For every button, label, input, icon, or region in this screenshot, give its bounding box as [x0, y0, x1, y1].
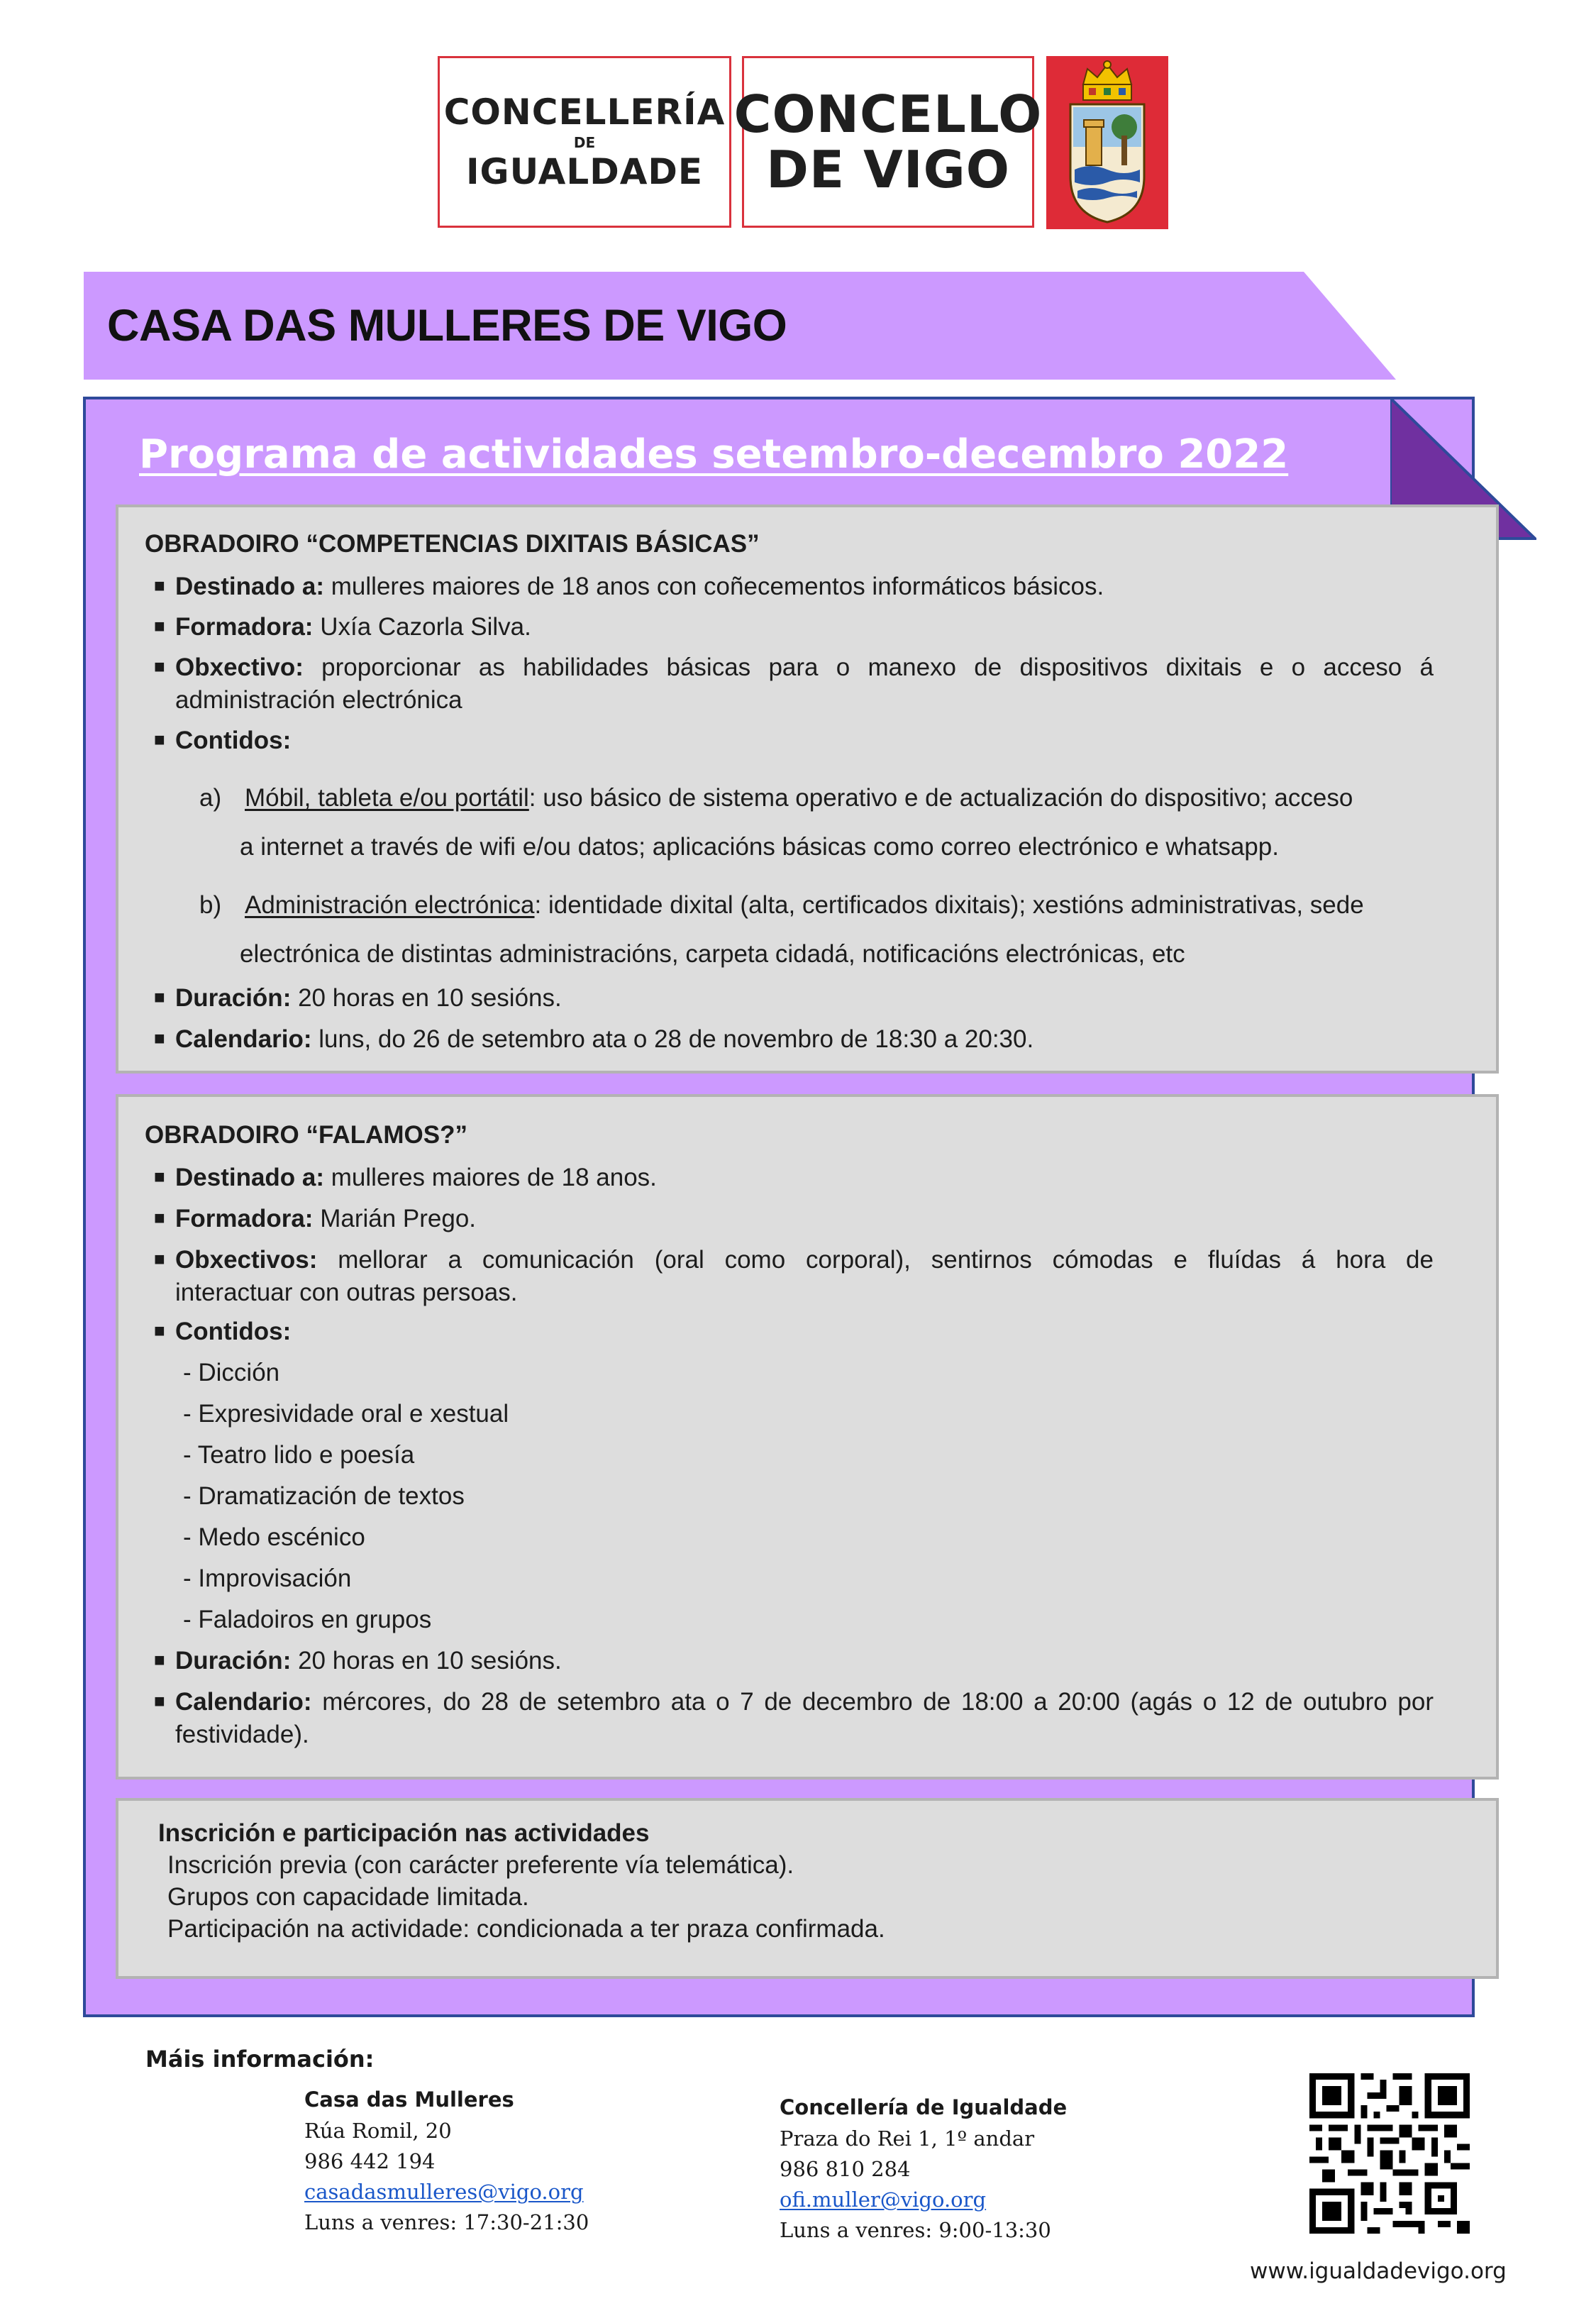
inscricion-title: Inscrición e participación nas actividades	[158, 1819, 650, 1847]
item-b-text: : identidade dixital (alta, certificados dixitais); xestións administrativas, sede	[534, 891, 1364, 919]
item-b-marker: b)	[199, 891, 222, 919]
inscricion-line: Grupos con capacidade limitada.	[167, 1883, 529, 1911]
field-label: Destinado a:	[175, 573, 325, 600]
item-a-text: : uso básico de sistema operativo e de actualización do dispositivo; acceso	[528, 784, 1353, 812]
casa-phone: 986 442 194	[304, 2149, 436, 2173]
item-a-marker: a)	[199, 784, 222, 812]
destinado-row	[175, 574, 1104, 599]
bullet-icon: ■	[154, 1690, 165, 1711]
contidos-item: - Dicción	[183, 1359, 280, 1386]
item-b-continuation: electrónica de distintas administracións, carpeta cidadá, notificacións electrónicas, etc	[240, 940, 1185, 968]
concelleria-hours: Luns a venres: 9:00-13:30	[780, 2218, 1051, 2242]
concelleria-address: Praza do Rei 1, 1º andar	[780, 2126, 1035, 2151]
workshop-title: OBRADOIRO “COMPETENCIAS DIXITAIS BÁSICAS”	[145, 530, 760, 558]
field-value: luns, do 26 de setembro ata o 28 de novembro de 18:30 a 20:30.	[311, 1025, 1034, 1053]
obxectivos-continuation: interactuar con outras persoas.	[175, 1279, 518, 1306]
field-value: Uxía Cazorla Silva.	[320, 613, 531, 641]
vigo-coat-of-arms-icon	[1046, 56, 1168, 229]
casa-hours: Luns a venres: 17:30-21:30	[304, 2210, 589, 2234]
inscricion-line: Inscrición previa (con carácter preferente vía telemática).	[167, 1851, 794, 1879]
bullet-icon: ■	[154, 1207, 165, 1228]
field-label: Obxectivo:	[175, 653, 304, 681]
bullet-icon: ■	[154, 575, 165, 596]
item-a-line	[245, 785, 1353, 810]
contidos-item: - Teatro lido e poesía	[183, 1441, 415, 1469]
item-b-title: Administración electrónica	[245, 891, 535, 919]
field-value: mellorar a comunicación (oral como corporal), sentirnos cómodas e fluídas á hora de	[338, 1246, 1434, 1274]
calendario-continuation: festividade).	[175, 1721, 309, 1748]
destinado-row	[175, 1165, 657, 1190]
logo-text-line: IGUALDADE	[465, 151, 704, 192]
field-label: Contidos:	[175, 1318, 292, 1345]
bullet-icon: ■	[154, 1320, 165, 1341]
field-label: Calendario:	[175, 1025, 312, 1053]
field-label: Formadora:	[175, 1205, 314, 1232]
field-label: Calendario:	[175, 1688, 312, 1716]
field-value: Marián Prego.	[320, 1205, 477, 1232]
formadora-row	[175, 1206, 476, 1231]
bullet-icon: ■	[154, 1649, 165, 1670]
contidos-label	[175, 1319, 291, 1344]
concelleria-name: Concellería de Igualdade	[780, 2095, 1068, 2119]
contidos-label	[175, 728, 291, 753]
calendario-row	[175, 1689, 1434, 1714]
website-link[interactable]: www.igualdadevigo.org	[1250, 2258, 1507, 2284]
casa-address: Rúa Romil, 20	[304, 2119, 452, 2143]
field-value: mulleres maiores de 18 anos.	[331, 1164, 657, 1191]
concelleria-phone: 986 810 284	[780, 2157, 911, 2181]
calendario-row	[175, 1027, 1033, 1052]
casa-name: Casa das Mulleres	[304, 2087, 514, 2112]
field-label: Obxectivos:	[175, 1246, 318, 1274]
field-value: mércores, do 28 de setembro ata o 7 de decembro de 18:00 a 20:00 (agás o 12 de outubro por	[322, 1688, 1434, 1716]
concelleria-igualdade-logo	[438, 56, 731, 228]
field-label: Duración:	[175, 984, 292, 1012]
field-label: Contidos:	[175, 727, 292, 754]
bullet-icon: ■	[154, 615, 165, 636]
field-value: mulleres maiores de 18 anos con coñecementos informáticos básicos.	[331, 573, 1104, 600]
field-value: 20 horas en 10 sesións.	[298, 984, 562, 1012]
duracion-row	[175, 1648, 562, 1673]
field-value: 20 horas en 10 sesións.	[298, 1647, 562, 1675]
program-title: Programa de actividades setembro-decembro 2022	[139, 431, 1289, 478]
concello-de-vigo-logo	[733, 56, 1043, 228]
field-value: proporcionar as habilidades básicas para o manexo de dispositivos dixitais e o acceso á	[321, 653, 1434, 681]
logo-text-line: DE VIGO	[766, 140, 1010, 199]
contidos-item: - Medo escénico	[183, 1523, 365, 1551]
field-label: Destinado a:	[175, 1164, 325, 1191]
field-label: Formadora:	[175, 613, 314, 641]
page-title: CASA DAS MULLERES DE VIGO	[107, 301, 787, 351]
item-a-continuation: a internet a través de wifi e/ou datos; aplicacións básicas como correo electrónico e whatsapp.	[240, 833, 1279, 861]
qr-code-icon[interactable]	[1309, 2073, 1470, 2234]
item-b-line	[245, 893, 1364, 917]
workshop-title: OBRADOIRO “FALAMOS?”	[145, 1121, 467, 1149]
obxectivo-continuation: administración electrónica	[175, 686, 462, 714]
inscricion-box	[116, 1798, 1499, 1979]
field-label: Duración:	[175, 1647, 292, 1675]
header-banner	[84, 272, 1396, 380]
concelleria-email-link[interactable]: ofi.muller@vigo.org	[780, 2188, 987, 2212]
bullet-icon: ■	[154, 1248, 165, 1269]
bullet-icon: ■	[154, 656, 165, 677]
obxectivos-row	[175, 1247, 1434, 1272]
bullet-icon: ■	[154, 986, 165, 1008]
logo-text-line: CONCELLO	[733, 84, 1043, 144]
bullet-icon: ■	[154, 729, 165, 750]
contidos-item: - Improvisación	[183, 1565, 352, 1592]
inscricion-line: Participación na actividade: condicionada a ter praza confirmada.	[167, 1915, 885, 1943]
obxectivo-row	[175, 655, 1434, 680]
contidos-item: - Expresividade oral e xestual	[183, 1400, 509, 1428]
contidos-item: - Dramatización de textos	[183, 1482, 465, 1510]
mais-info-heading: Máis información:	[145, 2046, 375, 2073]
contidos-item: - Faladoiros en grupos	[183, 1606, 432, 1633]
duracion-row	[175, 986, 562, 1010]
logo-text-line: DE	[573, 134, 596, 151]
bullet-icon: ■	[154, 1027, 165, 1049]
workshop-competencias-box	[116, 504, 1499, 1074]
logo-text-line: CONCELLERÍA	[443, 92, 726, 133]
item-a-title: Móbil, tableta e/ou portátil	[245, 784, 529, 812]
bullet-icon: ■	[154, 1166, 165, 1187]
formadora-row	[175, 614, 531, 639]
workshop-falamos-box	[116, 1094, 1499, 1780]
casa-email-link[interactable]: casadasmulleres@vigo.org	[304, 2180, 584, 2204]
